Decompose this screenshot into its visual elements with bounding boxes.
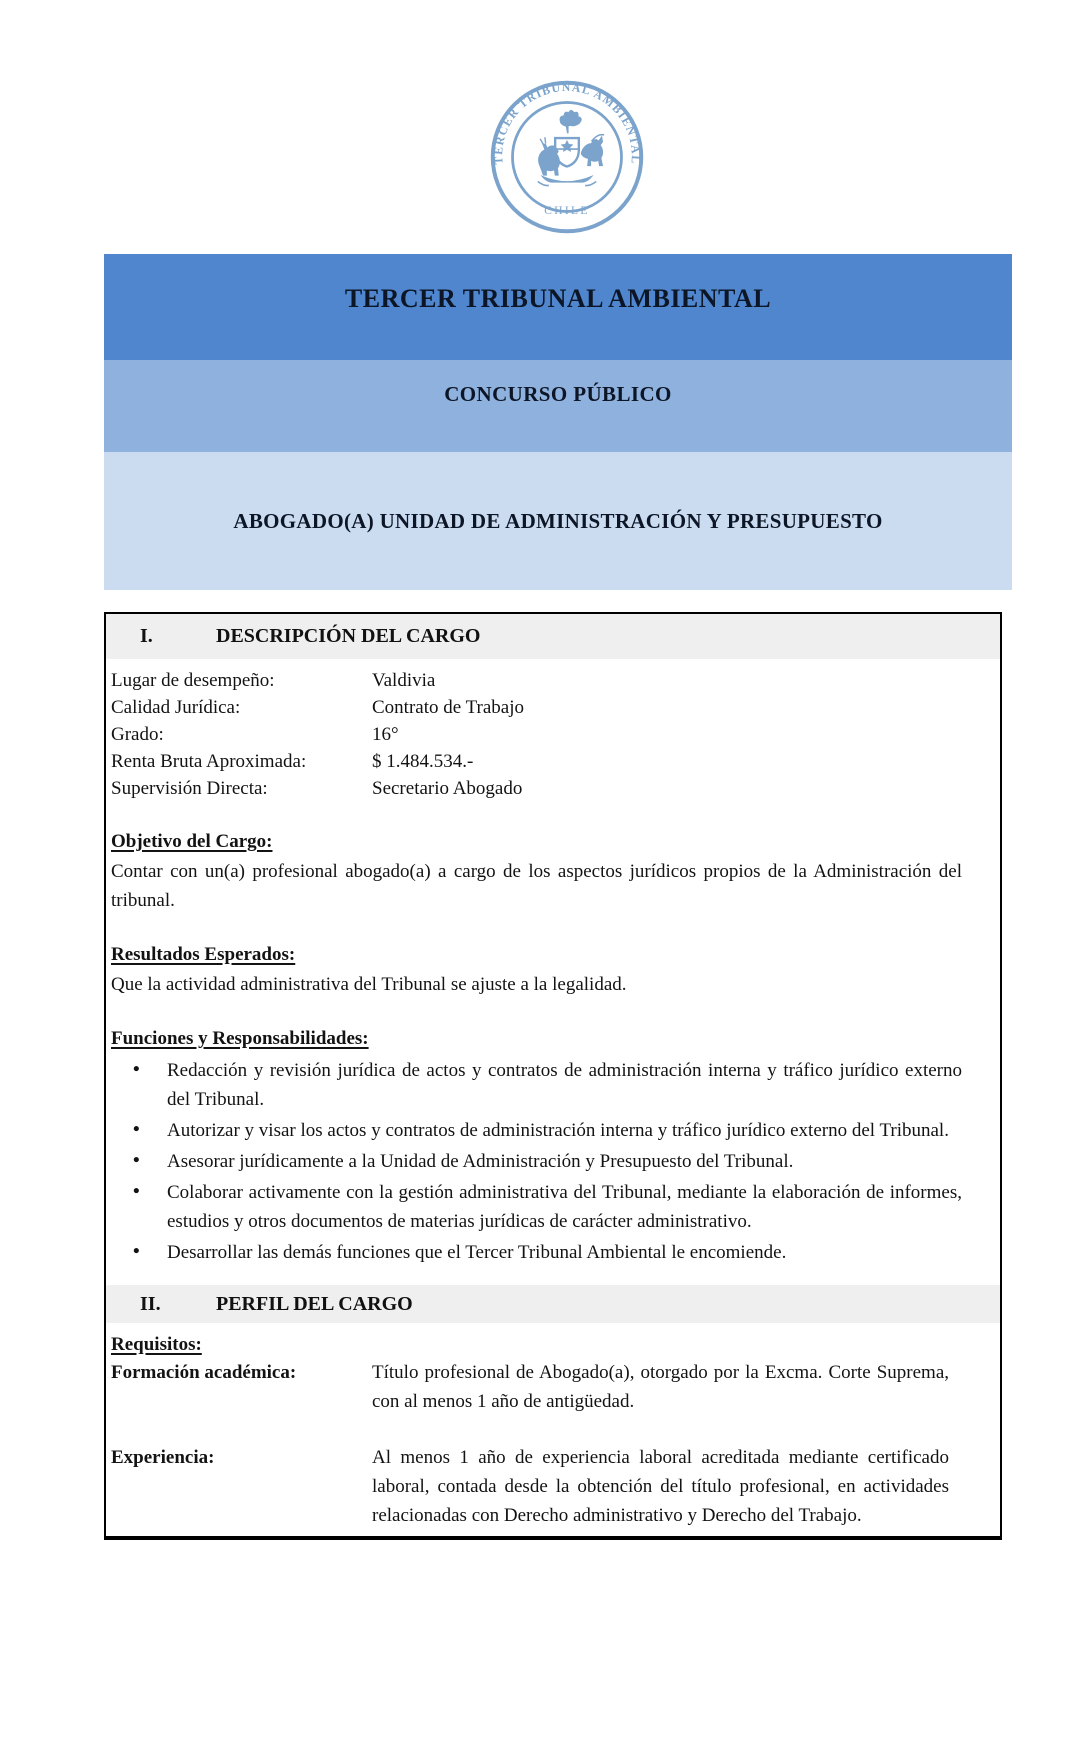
field-label: Lugar de desempeño: <box>111 670 275 691</box>
header-banner-stack <box>104 254 1012 590</box>
functions-list <box>111 1056 962 1267</box>
section2-title: PERFIL DEL CARGO <box>216 1292 413 1315</box>
objective-text: Contar con un(a) profesional abogado(a) a cargo de los aspectos jurídicos propios de la Administración del tribunal. <box>111 861 962 911</box>
requirement-value: Al menos 1 año de experiencia laboral acreditada mediante certificado laboral, contada desde la obtención del título profesional, en actividades relacionadas con Derecho administrativo y Derecho del Trabajo. <box>372 1447 949 1526</box>
field-row <box>111 694 962 721</box>
job-description-table <box>104 612 1002 1540</box>
tribunal-seal-logo <box>488 78 646 236</box>
field-value: $ 1.484.534.- <box>372 751 474 772</box>
function-item: • Redacción y revisión jurídica de actos y contratos de administración interna y tráfico jurídico externo del Tribunal. <box>111 1056 962 1114</box>
seal-country-text: CHILE <box>544 204 590 217</box>
section1-body <box>106 659 1000 1285</box>
function-item: • Autorizar y visar los actos y contratos de administración interna y tráfico jurídico externo del Tribunal. <box>111 1116 962 1145</box>
requirement-value: Título profesional de Abogado(a), otorgado por la Excma. Corte Suprema, con al menos 1 año de antigüedad. <box>372 1362 949 1412</box>
field-value: Contrato de Trabajo <box>372 697 524 718</box>
institution-title: TERCER TRIBUNAL AMBIENTAL <box>344 284 772 313</box>
field-row <box>111 667 962 694</box>
field-list <box>111 667 962 802</box>
contest-title: CONCURSO PÚBLICO <box>444 382 672 406</box>
coat-of-arms-icon <box>538 110 604 185</box>
field-value: 16° <box>372 724 399 745</box>
field-row <box>111 721 962 748</box>
function-item: • Asesorar jurídicamente a la Unidad de Administración y Presupuesto del Tribunal. <box>111 1147 962 1176</box>
field-label: Calidad Jurídica: <box>111 697 241 718</box>
field-label: Renta Bruta Aproximada: <box>111 751 307 772</box>
field-row <box>111 748 962 775</box>
function-item: • Desarrollar las demás funciones que el Tercer Tribunal Ambiental le encomiende. <box>111 1238 962 1267</box>
section1-title: DESCRIPCIÓN DEL CARGO <box>216 625 481 647</box>
banner-position <box>104 452 1012 590</box>
section2-number: II. <box>140 1292 161 1315</box>
function-item: • Colaborar activamente con la gestión administrativa del Tribunal, mediante la elaboración de informes, estudios y otros documentos de materias jurídicas de carácter administrativo. <box>111 1178 962 1236</box>
field-label: Grado: <box>111 724 164 745</box>
banner-institution <box>104 254 1012 360</box>
banner-contest <box>104 360 1012 452</box>
section2-body <box>106 1323 1000 1536</box>
requirement-label: Formación académica: <box>111 1362 297 1383</box>
position-title: ABOGADO(A) UNIDAD DE ADMINISTRACIÓN Y PRESUPUESTO <box>233 508 883 533</box>
results-text: Que la actividad administrativa del Tribunal se ajuste a la legalidad. <box>111 974 627 995</box>
requirement-list <box>111 1358 962 1530</box>
section2-header <box>106 1285 1000 1323</box>
requirement-row <box>111 1358 962 1416</box>
results-heading: Resultados Esperados: <box>111 944 296 965</box>
field-value: Secretario Abogado <box>372 778 523 799</box>
field-value: Valdivia <box>372 670 436 691</box>
field-row <box>111 775 962 802</box>
requirement-label: Experiencia: <box>111 1447 215 1468</box>
functions-heading: Funciones y Responsabilidades: <box>111 1028 369 1049</box>
section1-number: I. <box>140 625 153 647</box>
requirement-row <box>111 1443 962 1530</box>
section1-header <box>106 614 1000 659</box>
seal-arc-text: TERCER TRIBUNAL AMBIENTAL <box>491 79 643 165</box>
objective-heading: Objetivo del Cargo: <box>111 831 273 852</box>
field-label: Supervisión Directa: <box>111 778 268 799</box>
requisitos-heading: Requisitos: <box>111 1334 202 1355</box>
